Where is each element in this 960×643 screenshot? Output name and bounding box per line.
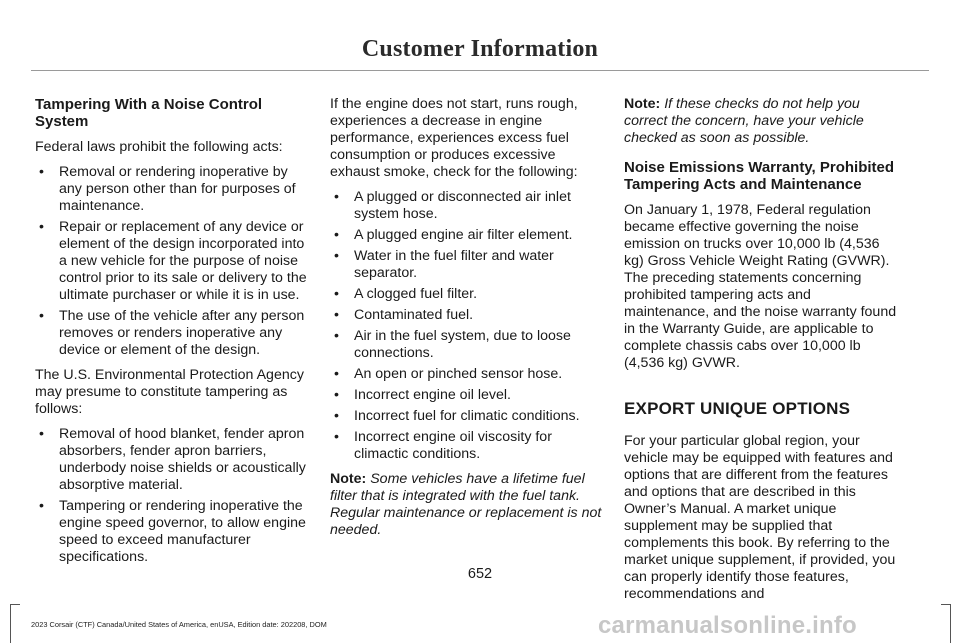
prohibited-acts-list — [35, 164, 307, 359]
note-label: Note: — [330, 471, 367, 487]
list-item: • Incorrect fuel for climatic conditions. — [330, 408, 602, 425]
engine-check-intro: If the engine does not start, runs rough, experiences a decrease in engine performance, experiences excess fuel consumption or produces excessive exhaust smoke, check for the following: — [330, 96, 578, 180]
page-title: Customer Information — [361, 36, 599, 62]
intro-text: Federal laws prohibit the following acts: — [35, 139, 283, 155]
list-item: • Removal or rendering inoperative by any person other than for purposes of maintenance. — [35, 164, 307, 215]
column-2 — [330, 96, 602, 547]
list-item: • A plugged engine air filter element. — [330, 227, 602, 244]
list-item: • Incorrect engine oil viscosity for climactic conditions. — [330, 429, 602, 463]
list-item: • Air in the fuel system, due to loose connections. — [330, 328, 602, 362]
list-item: • Repair or replacement of any device or element of the design incorporated into a new vehicle for the purpose of noise control prior to its sale or delivery to the ultimate purchaser or while it is in use. — [35, 219, 307, 304]
list-item: • Contaminated fuel. — [330, 307, 602, 324]
crop-mark-left — [10, 604, 20, 643]
section-heading-tampering: Tampering With a Noise Control System — [35, 96, 263, 130]
list-item: • Removal of hood blanket, fender apron absorbers, fender apron barriers, underbody noise shields or acoustically absorptive material. — [35, 426, 307, 494]
list-item: • Tampering or rendering inoperative the engine speed governor, to allow engine speed to exceed manufacturer specifications. — [35, 498, 307, 566]
column-1 — [35, 96, 307, 574]
noise-warranty-text: On January 1, 1978, Federal regulation became effective governing the noise emission on trucks over 10,000 lb (4,536 kg) Gross Vehicle Weight Rating (GVWR). The preceding statements concerning prohibited tampering acts and maintenance, and the noise warranty found in the Warranty Guide, are applicable to complete chassis cabs over 10,000 lb (4,536 kg) GVWR. — [624, 202, 897, 371]
edition-footer: 2023 Corsair (CTF) Canada/United States of America, enUSA, Edition date: 202208, DOM — [31, 620, 327, 629]
list-item: • Water in the fuel filter and water separator. — [330, 248, 602, 282]
section-heading-noise-warranty: Noise Emissions Warranty, Prohibited Tampering Acts and Maintenance — [624, 159, 895, 193]
list-item: • Incorrect engine oil level. — [330, 387, 602, 404]
fuel-filter-note — [330, 471, 602, 539]
column-3 — [624, 96, 898, 611]
list-item: • A plugged or disconnected air inlet system hose. — [330, 189, 602, 223]
engine-check-list — [330, 189, 602, 463]
tampering-examples-list — [35, 426, 307, 566]
watermark: carmanualsonline.info — [598, 612, 857, 639]
crop-mark-right — [941, 604, 951, 643]
list-item: • An open or pinched sensor hose. — [330, 366, 602, 383]
checks-note — [624, 96, 898, 147]
list-item: • A clogged fuel filter. — [330, 286, 602, 303]
export-options-text: For your particular global region, your vehicle may be equipped with features and options that are different from the features and options that are described in this Owner’s Manual. A market unique supplement may be supplied that complements this book. By referring to the market unique supplement, if provided, you can properly identify those features, recommendations and — [624, 433, 896, 602]
note-text: Some vehicles have a lifetime fuel filter that is integrated with the fuel tank. Regular maintenance or replacement is not needed. — [330, 471, 602, 538]
epa-text: The U.S. Environmental Protection Agency may presume to constitute tampering as follows: — [35, 367, 304, 417]
note-text: If these checks do not help you correct the concern, have your vehicle checked as soon as possible. — [624, 96, 864, 146]
note-label: Note: — [624, 96, 661, 112]
list-item: • The use of the vehicle after any person removes or renders inoperative any device or element of the design. — [35, 308, 307, 359]
page-number: 652 — [467, 566, 493, 582]
header-divider — [31, 70, 929, 71]
section-heading-export: EXPORT UNIQUE OPTIONS — [624, 399, 851, 418]
